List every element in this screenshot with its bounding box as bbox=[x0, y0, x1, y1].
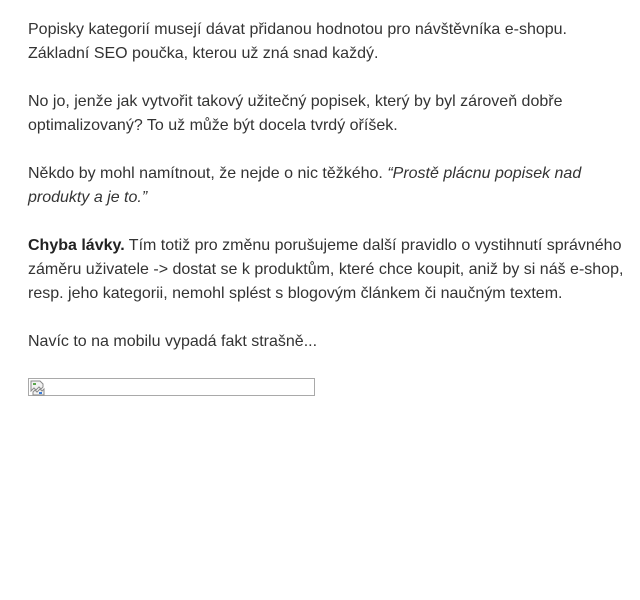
paragraph-3-quote: “Prostě plácnu popisek nad produkty a je to.” bbox=[28, 165, 582, 206]
paragraph-4-text: Tím totiž pro změnu porušujeme další pravidlo o vystihnutí správného záměru uživatele -> dostat se k produktům, které chce koupit, aniž by si náš e-shop, resp. jeho kategorii, nemohl splést s blogovým článkem či naučným textem. bbox=[28, 237, 624, 302]
paragraph-3-text: Někdo by mohl namítnout, že nejde o nic těžkého. bbox=[28, 165, 388, 182]
article-body bbox=[28, 18, 628, 396]
article-image bbox=[28, 378, 315, 396]
paragraph-1: Popisky kategorií musejí dávat přidanou hodnotou pro návštěvníka e-shopu. Základní SEO poučka, kterou už zná snad každý. bbox=[28, 21, 567, 62]
paragraph-4 bbox=[28, 234, 628, 306]
paragraph-2: No jo, jenže jak vytvořit takový užitečný popisek, který by byl zároveň dobře optimalizovaný? To už může být docela tvrdý oříšek. bbox=[28, 93, 563, 134]
broken-image-icon bbox=[30, 380, 46, 396]
paragraph-4-lead: Chyba lávky. bbox=[28, 237, 125, 254]
paragraph-3 bbox=[28, 162, 628, 210]
paragraph-5: Navíc to na mobilu vypadá fakt strašně... bbox=[28, 333, 318, 350]
